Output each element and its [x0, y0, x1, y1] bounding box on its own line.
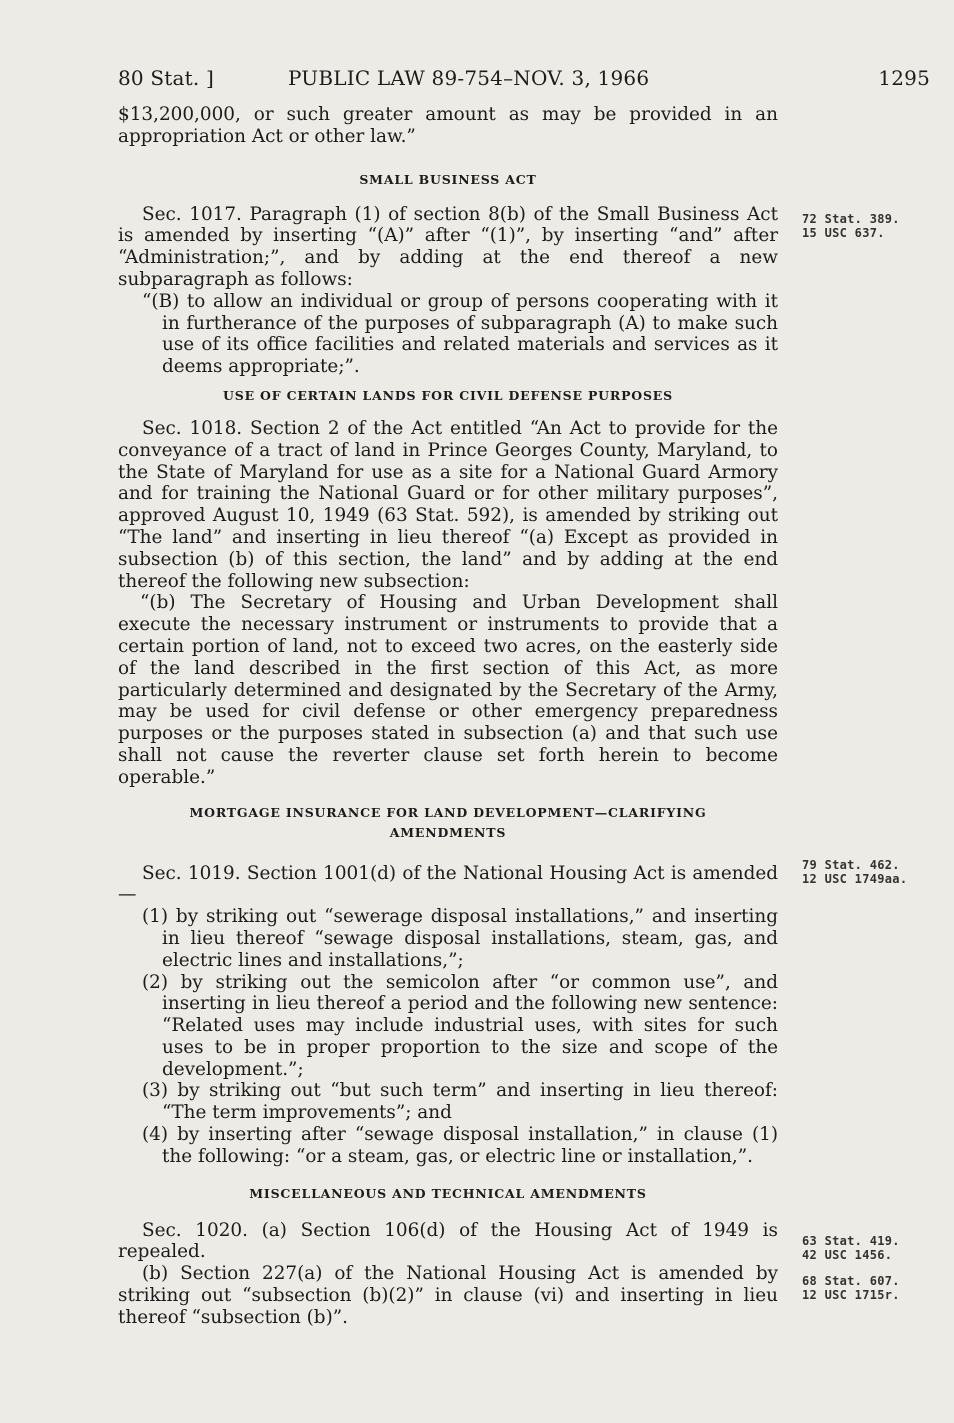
margin-note-citation	[802, 858, 942, 886]
paragraph-sec-1018-quote: “(b) The Secretary of Housing and Urban Development shall execute the necessary instrument or instruments to provide that a certain portion of land, not to exceed two acres, on the easterly side of the land described in the first section of this Act, as more particularly determined and designated by the Secretary of the Army, may be used for civil defense or other emergency preparedness purposes or the purposes stated in subsection (a) and that such use shall not cause the reverter clause set forth herein to become operable.”	[118, 592, 778, 788]
paragraph-sec-1018: Sec. 1018. Section 2 of the Act entitled “An Act to provide for the conveyance of a tract of land in Prince Georges County, Maryland, to the State of Maryland for use as a site for a National Guard Armory and for training the National Guard or for other military purposes”, approved August 10, 1949 (63 Stat. 592), is amended by striking out “The land” and inserting in lieu thereof “(a) Except as provided in subsection (b) of this section, the land” and by adding at the end thereof the following new subsection:	[118, 417, 778, 592]
document-body	[118, 104, 778, 1329]
list-item-1019-1: (1) by striking out “sewerage disposal installations,” and inserting in lieu thereof “sewage disposal installations, steam, gas, and electric lines and installations,”;	[142, 906, 778, 971]
section-heading-miscellaneous: MISCELLANEOUS AND TECHNICAL AMENDMENTS	[249, 1185, 647, 1201]
margin-note-line: 42 USC 1456.	[802, 1248, 893, 1262]
margin-note-line: 63 Stat. 419.	[802, 1234, 900, 1248]
margin-note-line: 12 USC 1749aa.	[802, 872, 908, 886]
header-title: PUBLIC LAW 89-754–NOV. 3, 1966	[288, 66, 650, 90]
list-item-1019-2: (2) by striking out the semicolon after “or common use”, and inserting in lieu thereof a period and the following new sentence: “Related uses may include industrial uses, with sites for such uses to be in proper proportion to the size and scope of the development.”;	[142, 971, 778, 1080]
section-heading-mortgage-line2: AMENDMENTS	[389, 824, 507, 840]
page-number: 1295	[878, 66, 930, 90]
margin-note-citation	[802, 212, 942, 240]
margin-note-citation	[802, 1234, 942, 1262]
section-heading-small-business: SMALL BUSINESS ACT	[359, 171, 537, 187]
paragraph-sec-1020-b: (b) Section 227(a) of the National Housing Act is amended by striking out “subsection (b)(2)” in clause (vi) and inserting in lieu thereof “subsection (b)”.	[118, 1263, 778, 1328]
margin-note-line: 79 Stat. 462.	[802, 858, 900, 872]
margin-note-citation	[802, 1274, 942, 1302]
list-item-1019-3: (3) by striking out “but such term” and inserting in lieu thereof: “The term improvements”; and	[142, 1080, 778, 1124]
page-header	[118, 66, 930, 96]
margin-note-line: 72 Stat. 389.	[802, 212, 900, 226]
section-heading-mortgage-line1: MORTGAGE INSURANCE FOR LAND DEVELOPMENT—CLARIFYING	[189, 804, 707, 820]
header-stat-reference: 80 Stat. ]	[118, 66, 215, 90]
paragraph-sec-1017-quote: “(B) to allow an individual or group of persons cooperating with it in furtherance of the purposes of subparagraph (A) to make such use of its office facilities and related materials and services as it deems appropriate;”.	[142, 290, 778, 378]
paragraph-sec-1019: Sec. 1019. Section 1001(d) of the National Housing Act is amended—	[118, 862, 778, 906]
paragraph-sec-1017: Sec. 1017. Paragraph (1) of section 8(b) of the Small Business Act is amended by inserting “(A)” after “(1)”, by inserting “and” after “Administration;”, and by adding at the end thereof a new subparagraph as follows:	[118, 203, 778, 290]
margin-note-line: 12 USC 1715r.	[802, 1288, 900, 1302]
margin-note-line: 68 Stat. 607.	[802, 1274, 900, 1288]
section-heading-civil-defense: USE OF CERTAIN LANDS FOR CIVIL DEFENSE PURPOSES	[223, 387, 673, 403]
opening-text: $13,200,000, or such greater amount as may be provided in an appropriation Act or other law.”	[118, 104, 778, 147]
paragraph-sec-1020-a: Sec. 1020. (a) Section 106(d) of the Housing Act of 1949 is repealed.	[118, 1219, 778, 1263]
margin-note-line: 15 USC 637.	[802, 226, 885, 240]
list-item-1019-4: (4) by inserting after “sewage disposal installation,” in clause (1) the following: “or a steam, gas, or electric line or installation,”.	[142, 1124, 778, 1167]
